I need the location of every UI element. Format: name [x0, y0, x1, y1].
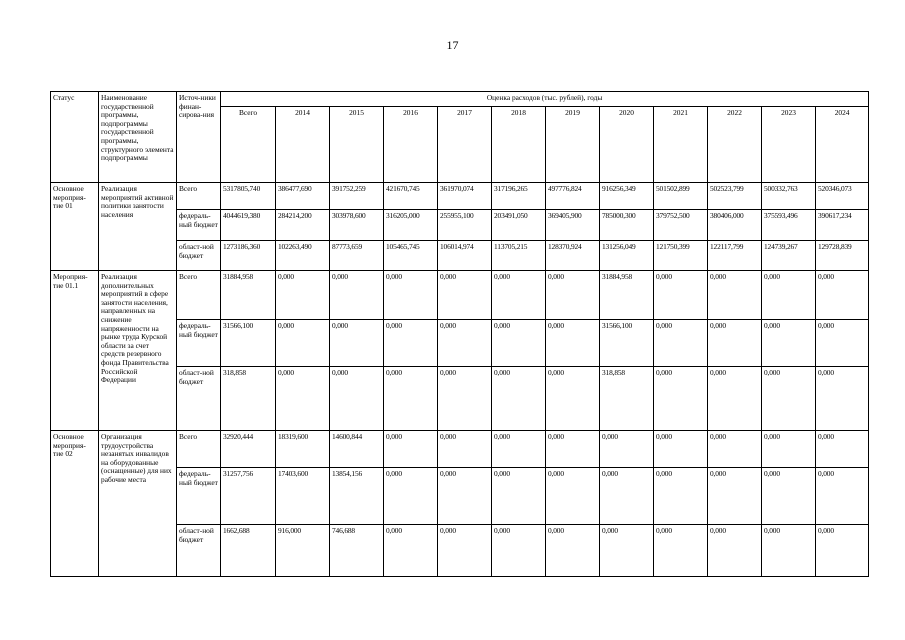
value-cell: 0,000	[546, 367, 600, 431]
header-year: 2019	[546, 107, 600, 183]
header-year: 2016	[384, 107, 438, 183]
value-cell: 0,000	[816, 271, 869, 320]
table-row	[51, 183, 869, 210]
row-name: Реализация дополнительных мероприятий в сфере занятости населения, направленных на снижение напряженности на рынке труда Курской области за счет средств резервного фонда Правительства Российской Федерации	[99, 271, 177, 431]
value-cell: 0,000	[816, 468, 869, 525]
value-cell: 124739,267	[762, 241, 816, 271]
value-cell: 916,000	[276, 525, 330, 577]
value-cell: 1273186,360	[221, 241, 276, 271]
value-cell: 129728,839	[816, 241, 869, 271]
value-cell: 0,000	[330, 367, 384, 431]
value-cell: 284214,200	[276, 210, 330, 241]
value-cell: 31566,100	[600, 320, 654, 367]
value-cell: 0,000	[492, 320, 546, 367]
value-cell: 0,000	[708, 320, 762, 367]
header-year: 2024	[816, 107, 869, 183]
row-source: Всего	[177, 431, 221, 468]
value-cell: 0,000	[654, 367, 708, 431]
value-cell: 502523,799	[708, 183, 762, 210]
value-cell: 1662,688	[221, 525, 276, 577]
header-year: 2022	[708, 107, 762, 183]
value-cell: 0,000	[762, 320, 816, 367]
value-cell: 203491,050	[492, 210, 546, 241]
value-cell: 113705,215	[492, 241, 546, 271]
value-cell: 0,000	[546, 271, 600, 320]
header-estimate: Оценка расходов (тыс. рублей), годы	[221, 92, 869, 107]
value-cell: 105465,745	[384, 241, 438, 271]
value-cell: 0,000	[708, 367, 762, 431]
value-cell: 0,000	[600, 468, 654, 525]
row-name: Организация трудоустройства незанятых инвалидов на оборудованные (оснащенные) для них рабочие места	[99, 431, 177, 577]
header-name: Наименование государственной программы, подпрограммы государственной программы, структурного элемента подпрограммы	[99, 92, 177, 183]
value-cell: 0,000	[762, 468, 816, 525]
header-year: 2017	[438, 107, 492, 183]
value-cell: 31566,100	[221, 320, 276, 367]
value-cell: 0,000	[384, 271, 438, 320]
value-cell: 421670,745	[384, 183, 438, 210]
value-cell: 500332,763	[762, 183, 816, 210]
header-year: 2020	[600, 107, 654, 183]
value-cell: 497776,824	[546, 183, 600, 210]
value-cell: 520346,073	[816, 183, 869, 210]
value-cell: 102263,490	[276, 241, 330, 271]
value-cell: 0,000	[654, 525, 708, 577]
budget-table	[50, 91, 869, 577]
value-cell: 17403,600	[276, 468, 330, 525]
value-cell: 0,000	[654, 431, 708, 468]
value-cell: 0,000	[384, 468, 438, 525]
value-cell: 303978,600	[330, 210, 384, 241]
value-cell: 316205,000	[384, 210, 438, 241]
value-cell: 31884,958	[221, 271, 276, 320]
value-cell: 501502,899	[654, 183, 708, 210]
value-cell: 0,000	[492, 271, 546, 320]
row-source: федераль-ный бюджет	[177, 320, 221, 367]
row-source: област-ной бюджет	[177, 241, 221, 271]
header-year: 2015	[330, 107, 384, 183]
value-cell: 380406,000	[708, 210, 762, 241]
value-cell: 0,000	[816, 367, 869, 431]
value-cell: 369405,900	[546, 210, 600, 241]
value-cell: 0,000	[492, 468, 546, 525]
row-name: Реализация мероприятий активной политики занятости населения	[99, 183, 177, 271]
table-row	[51, 271, 869, 320]
value-cell: 0,000	[492, 367, 546, 431]
value-cell: 785000,300	[600, 210, 654, 241]
value-cell: 0,000	[384, 367, 438, 431]
value-cell: 0,000	[438, 525, 492, 577]
header-source: Источ-ники финан-сирова-ния	[177, 92, 221, 183]
value-cell: 122117,799	[708, 241, 762, 271]
value-cell: 4044619,380	[221, 210, 276, 241]
value-cell: 0,000	[276, 271, 330, 320]
value-cell: 317196,265	[492, 183, 546, 210]
value-cell: 0,000	[438, 271, 492, 320]
value-cell: 391752,259	[330, 183, 384, 210]
value-cell: 0,000	[492, 431, 546, 468]
value-cell: 0,000	[762, 367, 816, 431]
value-cell: 0,000	[654, 271, 708, 320]
value-cell: 0,000	[762, 431, 816, 468]
value-cell: 0,000	[384, 320, 438, 367]
row-status: Мероприя-тие 01.1	[51, 271, 99, 431]
value-cell: 0,000	[438, 431, 492, 468]
row-source: Всего	[177, 183, 221, 210]
row-source: Всего	[177, 271, 221, 320]
value-cell: 255955,100	[438, 210, 492, 241]
value-cell: 0,000	[708, 525, 762, 577]
value-cell: 106014,974	[438, 241, 492, 271]
value-cell: 0,000	[384, 431, 438, 468]
value-cell: 379752,500	[654, 210, 708, 241]
row-source: федераль-ный бюджет	[177, 468, 221, 525]
value-cell: 0,000	[708, 468, 762, 525]
value-cell: 916256,349	[600, 183, 654, 210]
value-cell: 0,000	[546, 320, 600, 367]
value-cell: 31884,958	[600, 271, 654, 320]
header-year: 2018	[492, 107, 546, 183]
value-cell: 0,000	[654, 468, 708, 525]
value-cell: 0,000	[816, 320, 869, 367]
header-year: 2021	[654, 107, 708, 183]
row-source: федераль-ный бюджет	[177, 210, 221, 241]
value-cell: 0,000	[816, 431, 869, 468]
row-source: област-ной бюджет	[177, 367, 221, 431]
value-cell: 0,000	[438, 468, 492, 525]
value-cell: 0,000	[384, 525, 438, 577]
value-cell: 0,000	[438, 367, 492, 431]
value-cell: 375593,496	[762, 210, 816, 241]
value-cell: 13854,156	[330, 468, 384, 525]
value-cell: 318,858	[221, 367, 276, 431]
value-cell: 0,000	[276, 367, 330, 431]
value-cell: 0,000	[600, 525, 654, 577]
value-cell: 0,000	[816, 525, 869, 577]
table-row	[51, 431, 869, 468]
header-year: 2014	[276, 107, 330, 183]
value-cell: 0,000	[330, 320, 384, 367]
value-cell: 0,000	[600, 431, 654, 468]
value-cell: 0,000	[330, 271, 384, 320]
value-cell: 361970,074	[438, 183, 492, 210]
value-cell: 0,000	[708, 271, 762, 320]
value-cell: 121750,399	[654, 241, 708, 271]
header-year: Всего	[221, 107, 276, 183]
header-year: 2023	[762, 107, 816, 183]
value-cell: 31257,756	[221, 468, 276, 525]
row-status: Основное мероприя-тие 02	[51, 431, 99, 577]
value-cell: 18319,600	[276, 431, 330, 468]
value-cell: 0,000	[546, 431, 600, 468]
value-cell: 0,000	[438, 320, 492, 367]
page-number: 17	[446, 38, 459, 52]
value-cell: 0,000	[762, 271, 816, 320]
value-cell: 386477,690	[276, 183, 330, 210]
value-cell: 87773,659	[330, 241, 384, 271]
value-cell: 14600,844	[330, 431, 384, 468]
value-cell: 0,000	[546, 468, 600, 525]
header-status: Статус	[51, 92, 99, 183]
value-cell: 746,688	[330, 525, 384, 577]
value-cell: 0,000	[492, 525, 546, 577]
value-cell: 318,858	[600, 367, 654, 431]
value-cell: 0,000	[276, 320, 330, 367]
value-cell: 0,000	[762, 525, 816, 577]
value-cell: 0,000	[654, 320, 708, 367]
value-cell: 390617,234	[816, 210, 869, 241]
value-cell: 131256,049	[600, 241, 654, 271]
value-cell: 5317805,740	[221, 183, 276, 210]
value-cell: 128370,924	[546, 241, 600, 271]
row-source: област-ной бюджет	[177, 525, 221, 577]
value-cell: 32920,444	[221, 431, 276, 468]
value-cell: 0,000	[708, 431, 762, 468]
value-cell: 0,000	[546, 525, 600, 577]
row-status: Основное мероприя-тие 01	[51, 183, 99, 271]
